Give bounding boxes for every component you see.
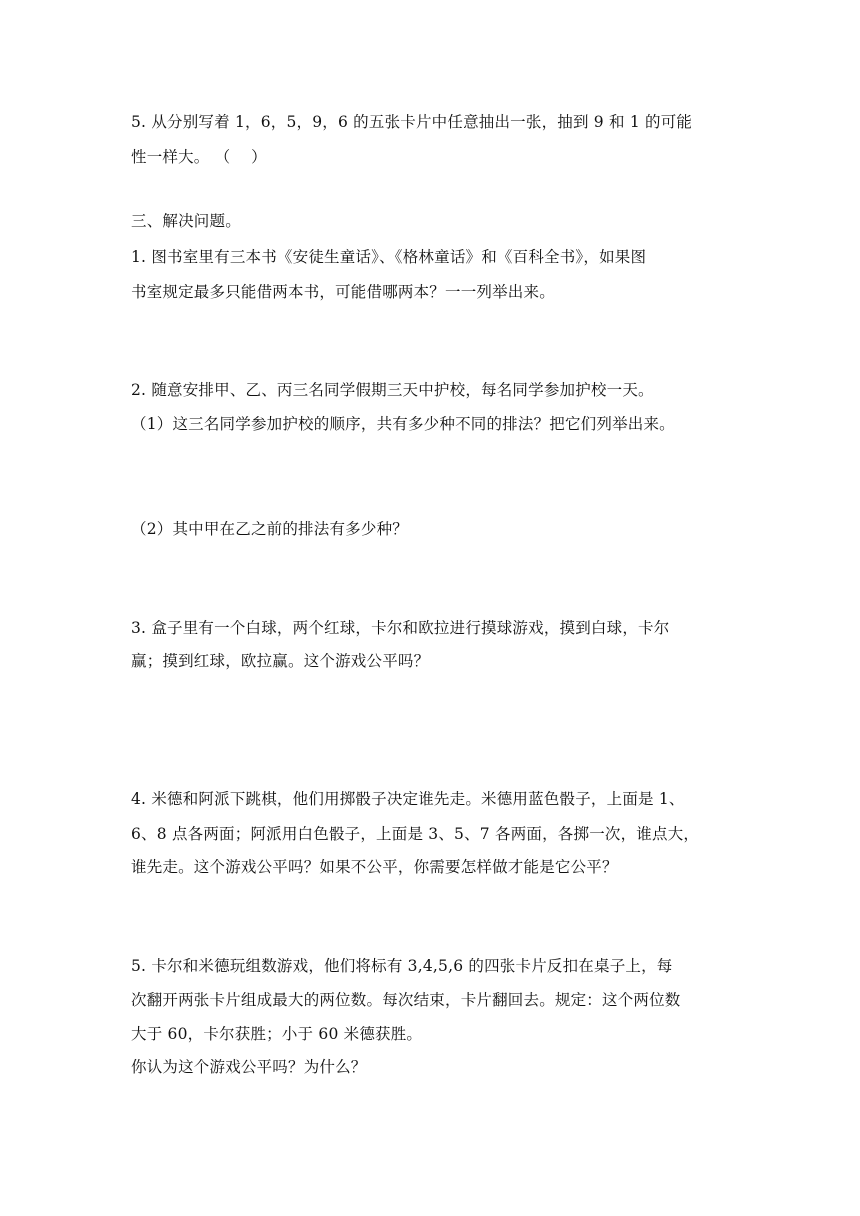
problem-1-line-1: 1. 图书室里有三本书《安徒生童话》、《格林童话》和《百科全书》，如果图 (131, 248, 647, 266)
question-5-text-line-2: 性一样大。 （ ） (131, 148, 267, 166)
problem-4-line-3: 谁先走。这个游戏公平吗？如果不公平，你需要怎样做才能是它公平？ (131, 858, 618, 876)
problem-1-line-2: 书室规定最多只能借两本书，可能借哪两本？一一列举出来。 (131, 283, 555, 301)
problem-3-line-1: 3. 盒子里有一个白球，两个红球，卡尔和欧拉进行摸球游戏，摸到白球，卡尔 (131, 619, 670, 637)
problem-3-line-2: 赢；摸到红球，欧拉赢。这个游戏公平吗？ (131, 652, 430, 670)
problem-2-subquestion-1: （1）这三名同学参加护校的顺序，共有多少种不同的排法？把它们列举出来。 (131, 415, 675, 433)
section-3-heading: 三、解决问题。 (131, 212, 241, 230)
problem-5-line-1: 5. 卡尔和米德玩组数游戏，他们将标有 3,4,5,6 的四张卡片反扣在桌子上，每 (131, 957, 673, 975)
problem-4-line-1: 4. 米德和阿派下跳棋，他们用掷骰子决定谁先走。米德用蓝色骰子，上面是 1、 (131, 790, 685, 808)
problem-4-line-2: 6、8 点各两面；阿派用白色骰子，上面是 3、5、7 各两面，各掷一次，谁点大， (131, 825, 700, 843)
problem-5-line-3: 大于 60，卡尔获胜；小于 60 米德获胜。 (131, 1025, 423, 1043)
question-5-text-line-1: 5. 从分别写着 1，6，5，9，6 的五张卡片中任意抽出一张，抽到 9 和 1 的可能 (131, 113, 693, 131)
problem-2-line-1: 2. 随意安排甲、乙、丙三名同学假期三天中护校，每名同学参加护校一天。 (131, 381, 654, 399)
problem-5-line-4: 你认为这个游戏公平吗？为什么？ (131, 1058, 367, 1076)
problem-5-line-2: 次翻开两张卡片组成最大的两位数。每次结束，卡片翻回去。规定：这个两位数 (131, 991, 681, 1009)
problem-2-subquestion-2: （2）其中甲在乙之前的排法有多少种？ (131, 520, 408, 538)
